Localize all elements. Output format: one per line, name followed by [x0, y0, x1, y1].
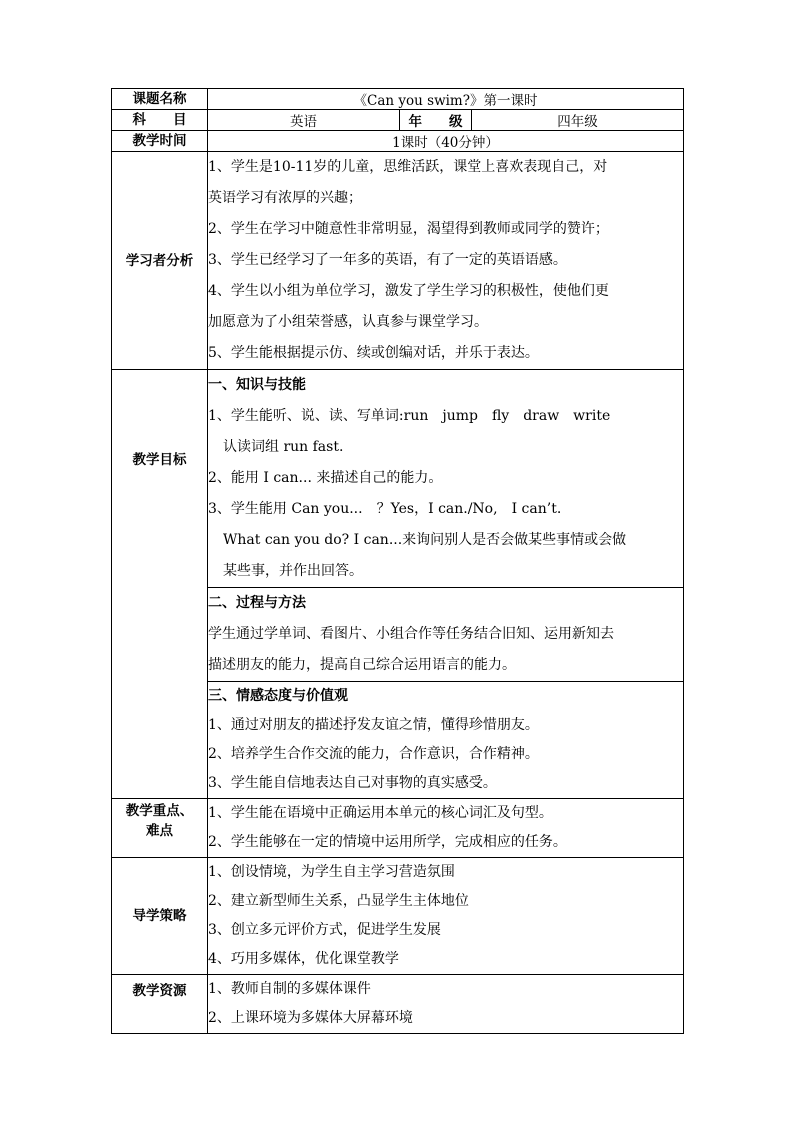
learners-line: 5、学生能根据提示仿、续或创编对话，并乐于表达。: [208, 345, 539, 361]
process-line: 学生通过学单词、看图片、小组合作等任务结合旧知、运用新知去: [208, 626, 614, 642]
resources-line: 1、教师自制的多媒体课件: [208, 981, 371, 997]
resources-label: 教学资源: [112, 975, 208, 1034]
time-row: [112, 131, 684, 152]
resources-row: [112, 975, 684, 1034]
knowledge-line: 3、学生能用 Can you... ？Yes，I can./No, I can’t.: [208, 501, 562, 517]
knowledge-line: 1、学生能听、说、读、写单词:run jump fly draw write: [208, 408, 611, 424]
learners-line: 1、学生是10-11岁的儿童，思维活跃，课堂上喜欢表现自己，对: [208, 159, 608, 175]
emotion-line: 3、学生能自信地表达自己对事物的真实感受。: [208, 775, 497, 791]
knowledge-line: 认读词组 run fast.: [223, 439, 344, 455]
learners-label: 学习者分析: [112, 152, 208, 370]
lesson-plan-table: [111, 88, 684, 1034]
emotion-line: 2、培养学生合作交流的能力，合作意识，合作精神。: [208, 746, 539, 762]
knowledge-line: 2、能用 I can... 来描述自己的能力。: [208, 470, 443, 486]
objectives-label: 教学目标: [112, 370, 208, 799]
learners-line: 2、学生在学习中随意性非常明显，渴望得到教师或同学的赞许；: [208, 221, 609, 237]
time-value: 1课时（40分钟）: [208, 131, 684, 152]
strategy-content: [208, 858, 684, 975]
resources-line: 2、上课环境为多媒体大屏幕环境: [208, 1010, 413, 1026]
grade-value: 四年级: [472, 110, 684, 131]
subject-label: 科 目: [112, 110, 208, 131]
learners-line: 英语学习有浓厚的兴趣；: [208, 190, 362, 206]
key-points-label-line1: 教学重点、: [125, 803, 194, 819]
knowledge-heading: 一、知识与技能: [208, 377, 306, 393]
strategy-label: 导学策略: [112, 858, 208, 975]
time-label: 教学时间: [112, 131, 208, 152]
key-points-line: 1、学生能在语境中正确运用本单元的核心词汇及句型。: [208, 805, 553, 821]
knowledge-line: What can you do? I can...来询问别人是否会做某些事情或会做: [223, 532, 627, 548]
knowledge-content: [208, 370, 684, 588]
emotion-line: 1、通过对朋友的描述抒发友谊之情，懂得珍惜朋友。: [208, 717, 539, 733]
strategy-line: 2、建立新型师生关系，凸显学生主体地位: [208, 893, 469, 909]
key-points-label: [112, 799, 208, 858]
learners-content: [208, 152, 684, 370]
learners-line: 4、学生以小组为单位学习，激发了学生学习的积极性，使他们更: [208, 283, 609, 299]
key-points-row: [112, 799, 684, 858]
grade-label: 年 级: [400, 110, 472, 131]
learners-row: [112, 152, 684, 370]
process-line: 描述朋友的能力，提高自己综合运用语言的能力。: [208, 657, 516, 673]
key-points-content: [208, 799, 684, 858]
knowledge-line: 某些事，并作出回答。: [223, 563, 363, 579]
process-content: [208, 588, 684, 682]
process-heading: 二、过程与方法: [208, 595, 306, 611]
resources-content: [208, 975, 684, 1034]
emotion-heading: 三、情感态度与价值观: [208, 688, 348, 704]
learners-line: 3、学生已经学习了一年多的英语，有了一定的英语语感。: [208, 252, 567, 268]
strategy-row: [112, 858, 684, 975]
title-row: [112, 89, 684, 110]
learners-line: 加愿意为了小组荣誉感，认真参与课堂学习。: [208, 314, 488, 330]
key-points-line: 2、学生能够在一定的情境中运用所学，完成相应的任务。: [208, 834, 567, 850]
key-points-label-line2: 难点: [146, 823, 173, 839]
strategy-line: 4、巧用多媒体，优化课堂教学: [208, 951, 399, 967]
title-value: 《Can you swim?》第一课时: [208, 89, 684, 110]
title-label: 课题名称: [112, 89, 208, 110]
objectives-knowledge-row: [112, 370, 684, 588]
strategy-line: 1、创设情境，为学生自主学习营造氛围: [208, 864, 455, 880]
strategy-line: 3、创立多元评价方式，促进学生发展: [208, 922, 441, 938]
subject-row: [112, 110, 684, 131]
subject-value: 英语: [208, 110, 400, 131]
emotion-content: [208, 682, 684, 799]
